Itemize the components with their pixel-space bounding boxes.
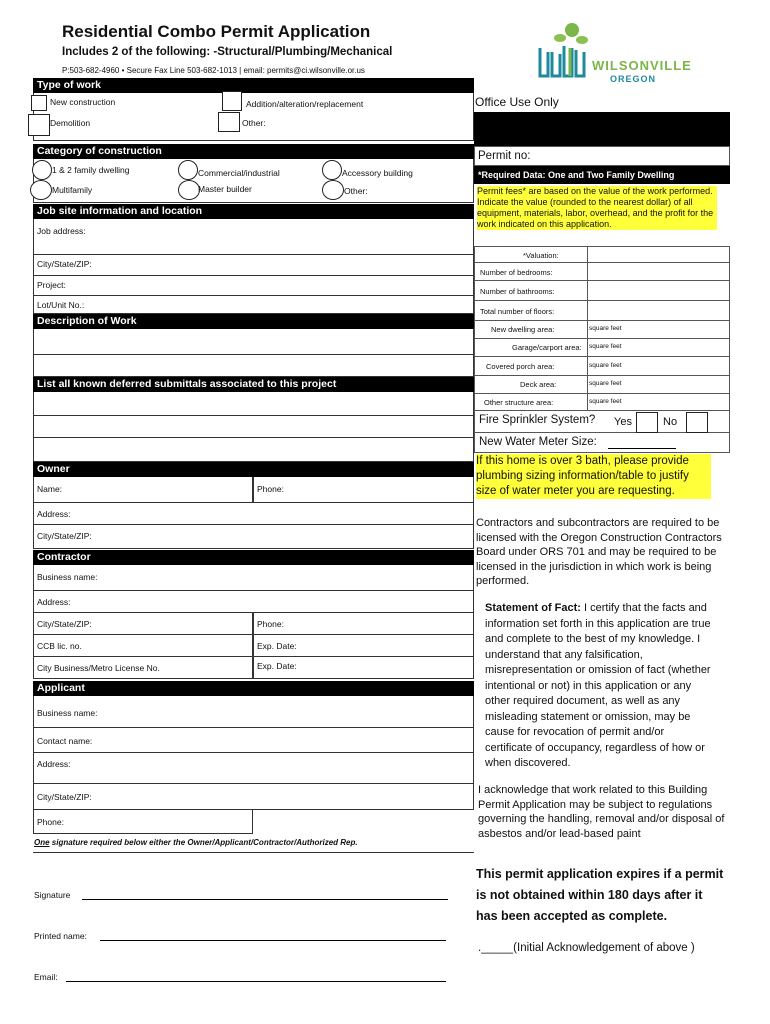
garage-unit: square feet <box>589 343 622 350</box>
category-heading: Category of construction <box>33 144 474 159</box>
new-dwelling-unit: square feet <box>589 325 622 332</box>
other-structure-unit: square feet <box>589 398 622 405</box>
new-dwelling-label: New dwelling area: <box>491 325 555 334</box>
job-city-label: City/State/ZIP: <box>37 259 92 269</box>
applicant-city-label: City/State/ZIP: <box>37 792 92 802</box>
city-business-field[interactable] <box>33 657 253 679</box>
logo-mark-icon <box>534 18 604 84</box>
permit-no-label: Permit no: <box>478 150 531 162</box>
new-construction-label: New construction <box>50 97 116 107</box>
sprinkler-yes-checkbox[interactable] <box>636 412 658 433</box>
jobsite-heading: Job site information and location <box>33 204 474 219</box>
accessory-label: Accessory building <box>342 168 413 178</box>
demolition-label: Demolition <box>50 118 91 128</box>
contractor-address-field[interactable] <box>33 591 474 613</box>
owner-phone-field[interactable] <box>253 477 474 503</box>
garage-label: Garage/carport area: <box>512 343 582 352</box>
sprinkler-label: Fire Sprinkler System? <box>479 414 596 426</box>
contractor-city-field[interactable] <box>33 613 253 635</box>
fact-text: I certify that the facts and information set forth in this application are true and complete to the best of my knowledge. I understand that any falsification, misrepresentation or omission of fact (whether intentional or not) in this application or any other required document, as well as any misleading statement or omission, may be cause for revocation of permit and/or certificate of occupancy, regardless of how or when discovered. <box>485 602 711 769</box>
row-line-7 <box>474 375 730 376</box>
bath-note: If this home is over 3 bath, please provide plumbing sizing information/table to justify size of water meter you are requesting. <box>476 454 711 499</box>
initial-acknowledgement[interactable]: ._____(Initial Acknowledgement of above ) <box>478 942 695 954</box>
job-address-label: Job address: <box>37 226 86 236</box>
applicant-business-field[interactable] <box>33 696 474 728</box>
commercial-label: Commercial/industrial <box>198 168 280 178</box>
floors-field[interactable] <box>589 302 729 319</box>
statement-of-fact <box>485 601 711 772</box>
row-line-3 <box>474 300 730 301</box>
city-business-exp-field[interactable] <box>253 657 474 679</box>
sprinkler-yes-label: Yes <box>614 416 632 428</box>
row-line-5 <box>474 338 730 339</box>
valuation-label: *Valuation: <box>523 251 559 260</box>
description-heading: Description of Work <box>33 314 474 329</box>
applicant-city-field[interactable] <box>33 784 474 810</box>
contractor-heading: Contractor <box>33 550 474 565</box>
office-use-block <box>474 112 730 146</box>
applicant-business-label: Business name: <box>37 708 98 718</box>
deferred-line-2[interactable] <box>33 416 474 438</box>
other-work-checkbox[interactable] <box>218 112 240 132</box>
type-of-work-heading: Type of work <box>33 78 474 93</box>
owner-address-field[interactable] <box>33 503 474 525</box>
porch-label: Covered porch area: <box>486 362 555 371</box>
deferred-line-1[interactable] <box>33 392 474 416</box>
asbestos-text: I acknowledge that work related to this Building Permit Application may be subject to regulations governing the handling, removal and/or disposal of asbestos and/or lead-based paint <box>478 784 725 840</box>
applicant-heading: Applicant <box>33 681 474 696</box>
page-subtitle: Includes 2 of the following: -Structural/Plumbing/Mechanical <box>62 46 393 58</box>
email-line[interactable] <box>66 981 446 982</box>
row-line-2 <box>474 280 730 281</box>
printed-name-line[interactable] <box>100 940 446 941</box>
applicant-phone-field[interactable] <box>33 810 253 834</box>
ccb-field[interactable] <box>33 635 253 657</box>
porch-unit: square feet <box>589 362 622 369</box>
water-meter-label: New Water Meter Size: <box>479 436 597 448</box>
owner-city-label: City/State/ZIP: <box>37 531 92 541</box>
other-category-radio[interactable] <box>322 180 344 200</box>
bedrooms-field[interactable] <box>589 264 729 279</box>
bathrooms-field[interactable] <box>589 282 729 299</box>
applicant-address-field[interactable] <box>33 753 474 784</box>
row-line-6 <box>474 356 730 357</box>
job-city-field[interactable] <box>33 255 474 276</box>
addition-label: Addition/alteration/replacement <box>246 99 364 109</box>
row-line-4 <box>474 320 730 321</box>
demolition-checkbox[interactable] <box>28 114 50 136</box>
commercial-radio[interactable] <box>178 160 198 180</box>
project-label: Project: <box>37 280 66 290</box>
signature-note-one: One <box>34 838 50 847</box>
wilsonville-logo <box>534 18 694 86</box>
deck-label: Deck area: <box>520 380 557 389</box>
family-dwelling-radio[interactable] <box>32 160 52 180</box>
page-title: Residential Combo Permit Application <box>62 22 371 41</box>
city-business-label: City Business/Metro License No. <box>37 663 160 673</box>
sprinkler-no-checkbox[interactable] <box>686 412 708 433</box>
ccb-label: CCB lic. no. <box>37 641 82 651</box>
description-line-1[interactable] <box>33 329 474 355</box>
owner-name-label: Name: <box>37 484 63 494</box>
contractor-phone-field[interactable] <box>253 613 474 635</box>
ccb-exp-label: Exp. Date: <box>257 641 297 651</box>
deferred-line-3[interactable] <box>33 438 474 462</box>
ccb-exp-field[interactable] <box>253 635 474 657</box>
master-builder-label: Master builder <box>198 184 252 194</box>
valuation-divider <box>587 246 588 411</box>
owner-phone-label: Phone: <box>257 484 284 494</box>
contact-line: P:503-682-4960 • Secure Fax Line 503-682-1013 | email: permits@ci.wilsonville.or.us <box>62 66 365 75</box>
fact-label: Statement of Fact: <box>485 602 581 614</box>
applicant-phone-label: Phone: <box>37 817 64 827</box>
email-label: Email: <box>34 972 58 982</box>
applicant-address-label: Address: <box>37 759 71 769</box>
multifamily-label: Multifamily <box>52 185 93 195</box>
lot-unit-field[interactable] <box>33 296 474 314</box>
applicant-contact-label: Contact name: <box>37 736 93 746</box>
contractor-business-label: Business name: <box>37 572 98 582</box>
new-construction-checkbox[interactable] <box>31 95 47 111</box>
job-address-field[interactable] <box>33 219 474 255</box>
logo-state: OREGON <box>610 74 657 84</box>
deferred-heading: List all known deferred submittals associated to this project <box>33 377 474 392</box>
bedrooms-label: Number of bedrooms: <box>480 268 553 277</box>
signature-label: Signature <box>34 890 71 900</box>
owner-name-field[interactable] <box>33 477 253 503</box>
lot-unit-label: Lot/Unit No.: <box>37 300 85 310</box>
required-data-heading: *Required Data: One and Two Family Dwelling <box>474 166 730 184</box>
expires-text: This permit application expires if a permit is not obtained within 180 days after it has been accepted as complete. <box>476 867 724 923</box>
owner-heading: Owner <box>33 462 474 477</box>
signature-divider <box>33 852 474 854</box>
description-line-2[interactable] <box>33 355 474 377</box>
accessory-radio[interactable] <box>322 160 342 180</box>
logo-name: WILSONVILLE <box>592 58 692 73</box>
signature-line[interactable] <box>82 899 448 900</box>
contractor-phone-label: Phone: <box>257 619 284 629</box>
bathrooms-label: Number of bathrooms: <box>480 287 555 296</box>
owner-address-label: Address: <box>37 509 71 519</box>
master-builder-radio[interactable] <box>178 180 200 200</box>
sprinkler-no-label: No <box>663 416 678 428</box>
contractor-address-label: Address: <box>37 597 71 607</box>
other-work-label: Other: <box>242 118 266 128</box>
water-meter-line[interactable] <box>608 448 676 449</box>
multifamily-radio[interactable] <box>30 180 52 200</box>
deck-unit: square feet <box>589 380 622 387</box>
owner-city-field[interactable] <box>33 525 474 549</box>
fees-note: Permit fees* are based on the value of the work performed. Indicate the value (rounded to the nearest dollar) of all equipment, materials, labor, overhead, and the profit for the work indicated on this application. <box>477 186 717 230</box>
contractor-business-field[interactable] <box>33 565 474 591</box>
addition-checkbox[interactable] <box>222 91 242 111</box>
row-line-1 <box>474 262 730 263</box>
project-field[interactable] <box>33 276 474 296</box>
printed-name-label: Printed name: <box>34 931 87 941</box>
office-use-heading: Office Use Only <box>475 95 559 109</box>
signature-note <box>34 838 358 847</box>
row-line-8 <box>474 393 730 394</box>
contractor-city-label: City/State/ZIP: <box>37 619 92 629</box>
floors-label: Total number of floors: <box>480 307 555 316</box>
other-structure-label: Other structure area: <box>484 398 554 407</box>
other-category-label: Other: <box>344 186 368 196</box>
family-dwelling-label: 1 & 2 family dwelling <box>52 165 130 175</box>
contractors-license-text: Contractors and subcontractors are required to be licensed with the Oregon Construction Contractors Board under ORS 701 and may be required to be licensed in the jurisdiction in which work is being performed. <box>476 517 722 587</box>
signature-note-rest: signature required below either the Owner/Applicant/Contractor/Authorized Rep. <box>49 838 358 847</box>
applicant-contact-field[interactable] <box>33 728 474 753</box>
valuation-field[interactable] <box>589 248 729 261</box>
city-business-exp-label: Exp. Date: <box>257 661 297 671</box>
